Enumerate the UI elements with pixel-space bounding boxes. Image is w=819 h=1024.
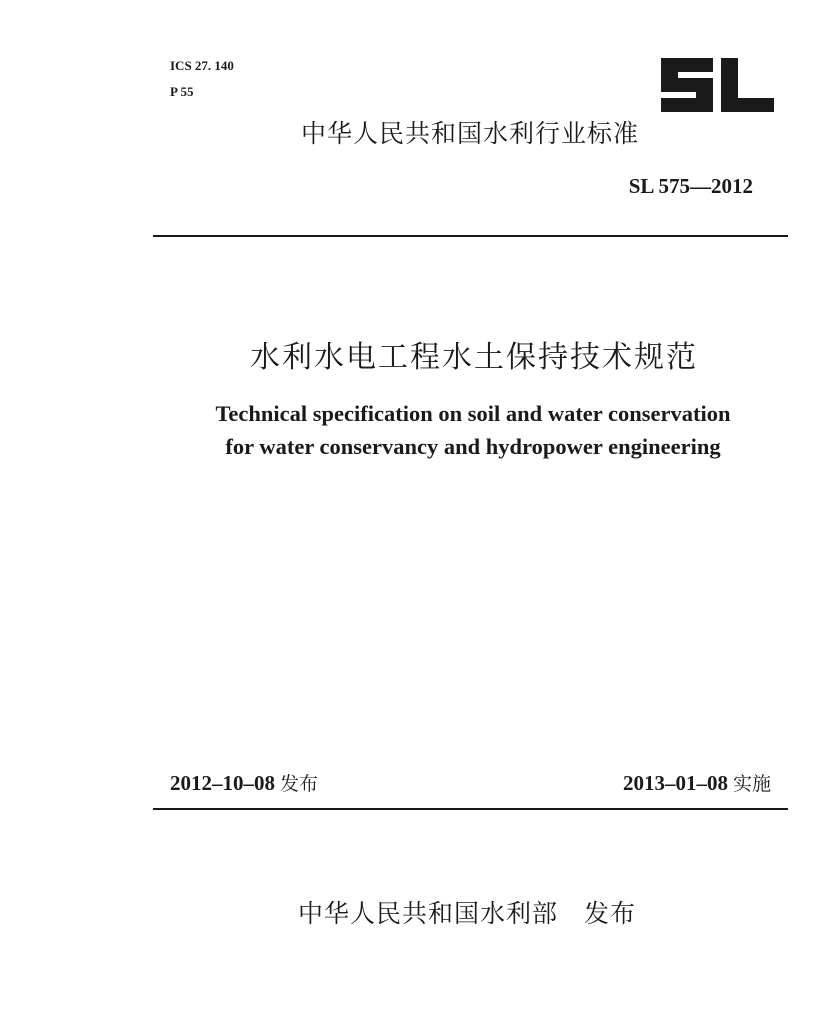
implement-date: 2013–01–08	[622, 771, 728, 795]
ics-code: ICS 27. 140	[170, 58, 234, 73]
implement-date-block	[623, 769, 771, 796]
ccs-code: P 55	[170, 84, 194, 99]
publisher-name: 中华人民共和国水利部	[298, 899, 559, 928]
classification-codes	[170, 53, 234, 105]
bottom-divider	[153, 808, 788, 810]
english-title-line-1: Technical specification on soil and water conservation	[215, 401, 731, 426]
issue-label: 发布	[280, 773, 319, 795]
chinese-title: 水利水电工程水土保持技术规范	[250, 340, 698, 375]
industry-standard-heading: 中华人民共和国水利行业标准	[300, 119, 639, 148]
english-title-line-2: for water conservancy and hydropower engineering	[225, 434, 721, 459]
english-title	[0, 397, 819, 463]
publisher-action: 发布	[584, 899, 637, 928]
issue-date-block	[170, 769, 318, 796]
implement-label: 实施	[732, 773, 771, 795]
sl-logo	[661, 58, 774, 112]
top-divider	[153, 235, 788, 237]
issue-date: 2012–10–08	[170, 771, 275, 795]
publisher-line	[298, 894, 636, 930]
standard-number: SL 575—2012	[628, 174, 753, 198]
